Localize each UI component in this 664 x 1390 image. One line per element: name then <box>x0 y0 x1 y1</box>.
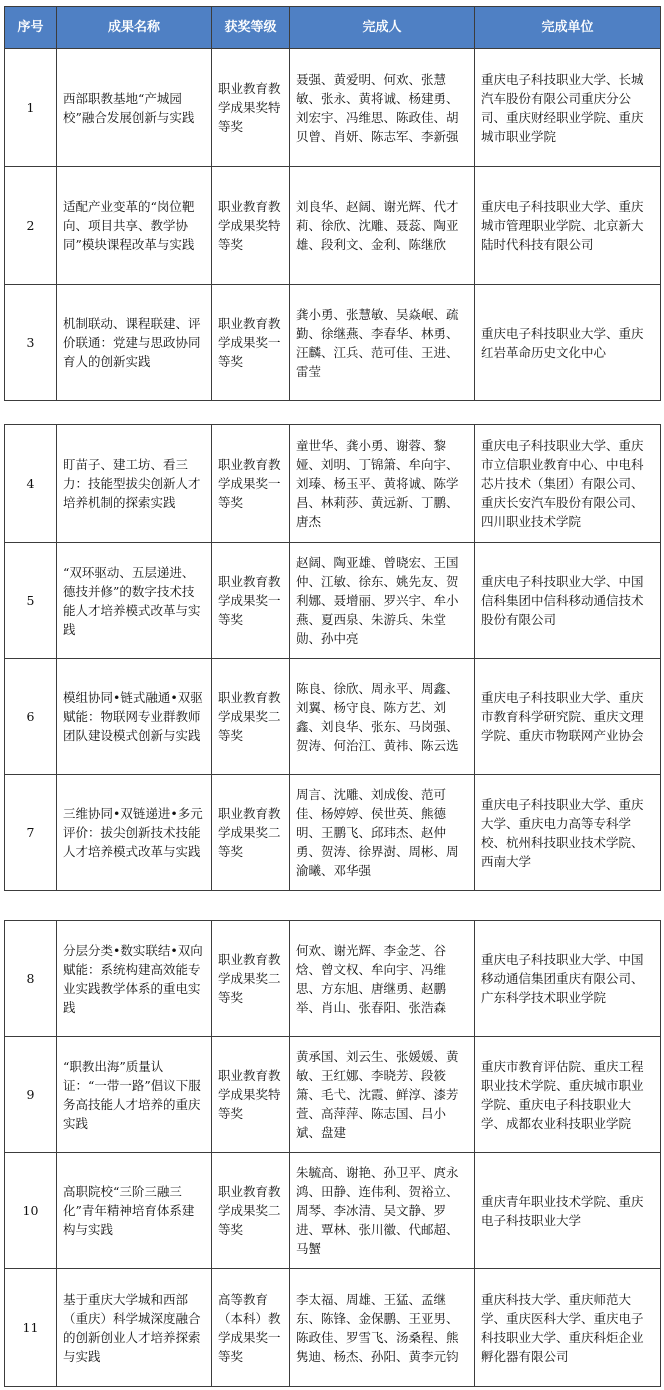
row-name: “双环驱动、五层递进、德技并修”的数字技术技能人才培养模式改革与实践 <box>57 543 212 659</box>
row-no: 3 <box>5 285 57 401</box>
awards-table-part-3 <box>4 920 661 1387</box>
row-org: 重庆青年职业技术学院、重庆电子科技职业大学 <box>475 1153 661 1269</box>
header-org: 完成单位 <box>475 7 661 49</box>
row-award: 职业教育教学成果奖二等奖 <box>212 921 290 1037</box>
table-row <box>5 543 661 659</box>
row-people: 黄承国、刘云生、张媛媛、黄敏、王红娜、李晓芳、段筱箫、毛弋、沈霞、鲜淳、漆芳萱、高萍萍、陈志国、吕小斌、盘建 <box>290 1037 475 1153</box>
row-people: 龚小勇、张慧敏、吴焱岷、疏勤、徐继燕、李春华、林勇、汪麟、江兵、范可佳、王进、雷莹 <box>290 285 475 401</box>
table-row <box>5 425 661 543</box>
row-no: 7 <box>5 775 57 891</box>
table-row <box>5 659 661 775</box>
row-name: 适配产业变革的“岗位靶向、项目共享、教学协同”模块课程改革与实践 <box>57 167 212 285</box>
row-name: 机制联动、课程联建、评价联通：党建与思政协同育人的创新实践 <box>57 285 212 401</box>
row-org: 重庆电子科技职业大学、中国信科集团中信科移动通信技术股份有限公司 <box>475 543 661 659</box>
row-org: 重庆电子科技职业大学、重庆市立信职业教育中心、中电科芯片技术（集团）有限公司、重庆长安汽车股份有限公司、四川职业技术学院 <box>475 425 661 543</box>
header-people: 完成人 <box>290 7 475 49</box>
header-award: 获奖等级 <box>212 7 290 49</box>
row-people: 李太福、周雄、王猛、孟继东、陈锋、金保鹏、王亚男、陈政佳、罗雪飞、汤桑程、熊隽迪、杨杰、孙阳、黄李元钧 <box>290 1269 475 1387</box>
row-name: 模组协同•链式融通•双驱赋能：物联网专业群教师团队建设模式创新与实践 <box>57 659 212 775</box>
row-no: 2 <box>5 167 57 285</box>
row-people: 聂强、黄爱明、何欢、张慧敏、张永、黄将诚、杨建勇、刘宏宇、冯维思、陈政佳、胡贝曾、肖妍、陈志军、李新强 <box>290 49 475 167</box>
row-award: 职业教育教学成果奖二等奖 <box>212 659 290 775</box>
row-award: 职业教育教学成果奖二等奖 <box>212 1153 290 1269</box>
table-row <box>5 921 661 1037</box>
row-name: 基于重庆大学城和西部（重庆）科学城深度融合的创新创业人才培养探索与实践 <box>57 1269 212 1387</box>
row-name: 高职院校“三阶三融三化”青年精神培育体系建构与实践 <box>57 1153 212 1269</box>
row-award: 职业教育教学成果奖一等奖 <box>212 425 290 543</box>
table-row <box>5 49 661 167</box>
row-award: 职业教育教学成果奖一等奖 <box>212 543 290 659</box>
row-award: 职业教育教学成果奖一等奖 <box>212 285 290 401</box>
row-award: 职业教育教学成果奖二等奖 <box>212 775 290 891</box>
row-name: “职教出海”质量认证：“一带一路”倡议下服务高技能人才培养的重庆实践 <box>57 1037 212 1153</box>
row-org: 重庆科技大学、重庆师范大学、重庆医科大学、重庆电子科技职业大学、重庆科炬企业孵化器有限公司 <box>475 1269 661 1387</box>
row-award: 职业教育教学成果奖特等奖 <box>212 1037 290 1153</box>
row-name: 盯苗子、建工坊、看三力：技能型拔尖创新人才培养机制的探索实践 <box>57 425 212 543</box>
row-org: 重庆电子科技职业大学、重庆城市管理职业学院、北京新大陆时代科技有限公司 <box>475 167 661 285</box>
table-row <box>5 1269 661 1387</box>
table-header-row <box>5 7 661 49</box>
row-name: 西部职教基地“产城园校”融合发展创新与实践 <box>57 49 212 167</box>
row-no: 11 <box>5 1269 57 1387</box>
table-row <box>5 1153 661 1269</box>
header-name: 成果名称 <box>57 7 212 49</box>
table-row <box>5 285 661 401</box>
row-award: 职业教育教学成果奖特等奖 <box>212 49 290 167</box>
row-people: 何欢、谢光辉、李金芝、谷焓、曾文权、牟向宇、冯维思、方东旭、唐继勇、赵鹏举、肖山、张春阳、张浩森 <box>290 921 475 1037</box>
row-people: 周言、沈雕、刘成俊、范可佳、杨婷婷、侯世英、熊德明、王鹏飞、邱玮杰、赵仲勇、贺涛、徐界澍、周彬、周渝曦、邓华强 <box>290 775 475 891</box>
row-no: 8 <box>5 921 57 1037</box>
table-row <box>5 1037 661 1153</box>
row-people: 刘良华、赵阔、谢光辉、代才莉、徐欣、沈雕、聂蕊、陶亚雄、段利文、金利、陈继欣 <box>290 167 475 285</box>
row-name: 三维协同•双链递进•多元评价：拔尖创新技术技能人才培养模式改革与实践 <box>57 775 212 891</box>
row-org: 重庆电子科技职业大学、重庆市教育科学研究院、重庆文理学院、重庆市物联网产业协会 <box>475 659 661 775</box>
row-no: 6 <box>5 659 57 775</box>
header-no: 序号 <box>5 7 57 49</box>
table-row <box>5 775 661 891</box>
row-people: 朱毓高、谢艳、孙卫平、庹永鸿、田静、连伟利、贺裕立、周琴、李冰清、吴文静、罗进、覃林、张川徽、代邮超、马蟹 <box>290 1153 475 1269</box>
row-org: 重庆电子科技职业大学、重庆大学、重庆电力高等专科学校、杭州科技职业技术学院、西南大学 <box>475 775 661 891</box>
row-no: 5 <box>5 543 57 659</box>
row-people: 陈良、徐欣、周永平、周鑫、刘翼、杨守良、陈方艺、刘鑫、刘良华、张东、马岗强、贺涛、何治江、黄祎、陈云选 <box>290 659 475 775</box>
row-award: 职业教育教学成果奖特等奖 <box>212 167 290 285</box>
row-people: 童世华、龚小勇、谢蓉、黎娅、刘明、丁锦箫、牟向宇、刘瑧、杨玉平、黄将诚、陈学昌、林莉莎、黄远新、丁鹏、唐杰 <box>290 425 475 543</box>
row-no: 9 <box>5 1037 57 1153</box>
row-people: 赵阔、陶亚雄、曾晓宏、王国仲、江敏、徐东、姚先友、贺利娜、聂增丽、罗兴宇、牟小燕、夏西泉、朱游兵、朱堂勋、孙中亮 <box>290 543 475 659</box>
awards-table-part-2 <box>4 424 661 891</box>
row-name: 分层分类•数实联结•双向赋能：系统构建高效能专业实践教学体系的重电实践 <box>57 921 212 1037</box>
row-org: 重庆电子科技职业大学、长城汽车股份有限公司重庆分公司、重庆财经职业学院、重庆城市职业学院 <box>475 49 661 167</box>
row-no: 4 <box>5 425 57 543</box>
row-org: 重庆电子科技职业大学、重庆红岩革命历史文化中心 <box>475 285 661 401</box>
row-no: 10 <box>5 1153 57 1269</box>
row-org: 重庆电子科技职业大学、中国移动通信集团重庆有限公司、广东科学技术职业学院 <box>475 921 661 1037</box>
table-row <box>5 167 661 285</box>
row-no: 1 <box>5 49 57 167</box>
row-award: 高等教育（本科）教学成果奖一等奖 <box>212 1269 290 1387</box>
row-org: 重庆市教育评估院、重庆工程职业技术学院、重庆城市职业学院、重庆电子科技职业大学、成都农业科技职业学院 <box>475 1037 661 1153</box>
awards-table-part-1 <box>4 6 661 401</box>
